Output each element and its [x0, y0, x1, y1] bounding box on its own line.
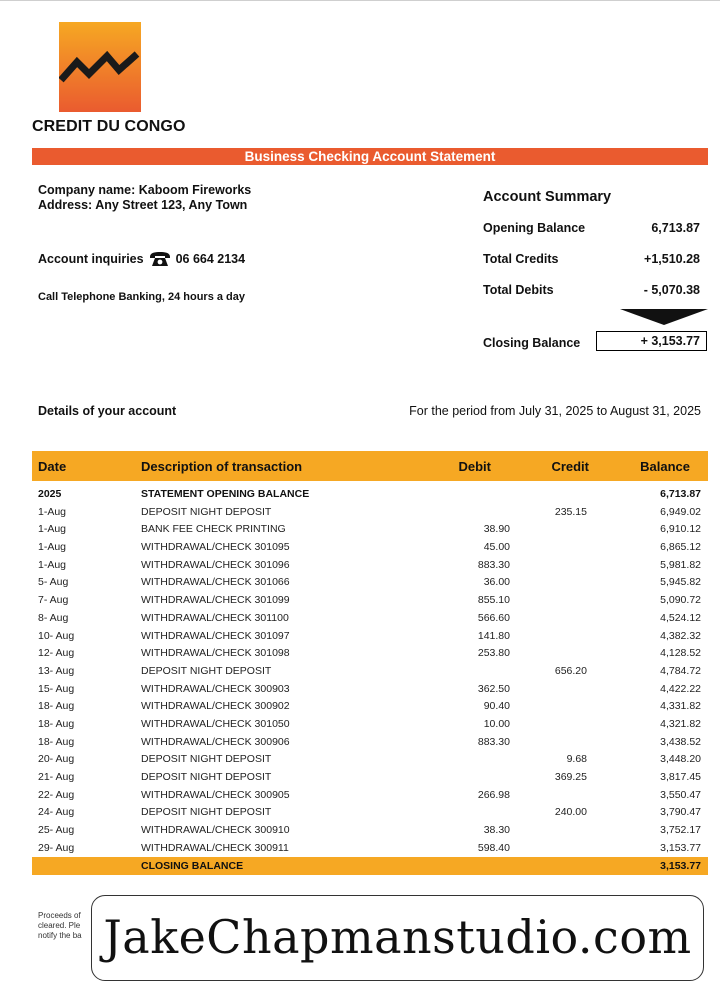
- cell-debit: 10.00: [483, 717, 510, 730]
- cell-balance: 3,448.20: [660, 753, 701, 766]
- cell-debit: 883.30: [477, 735, 510, 748]
- table-row: [32, 610, 708, 628]
- cell-debit: 362.50: [477, 682, 510, 695]
- table-row: [32, 822, 708, 840]
- bank-name: CREDIT DU CONGO: [32, 118, 186, 135]
- inquiries-label: Account inquiries: [38, 252, 144, 266]
- table-row: [32, 716, 708, 734]
- cell-description: WITHDRAWAL/CHECK 301100: [141, 611, 289, 624]
- table-row: [32, 769, 708, 787]
- cell-debit: 253.80: [477, 647, 510, 660]
- footer-note-line-3: notify the ba: [38, 931, 82, 940]
- cell-date: 8- Aug: [38, 611, 69, 624]
- table-row: [32, 840, 708, 858]
- opening-balance-value: 6,713.87: [651, 221, 700, 235]
- cell-debit: 141.80: [477, 629, 510, 642]
- table-row: [32, 681, 708, 699]
- cell-description: WITHDRAWAL/CHECK 301050: [141, 717, 290, 730]
- cell-debit: 36.00: [483, 576, 510, 589]
- cell-balance: 4,321.82: [660, 717, 701, 730]
- cell-description: WITHDRAWAL/CHECK 300906: [141, 735, 290, 748]
- page-top-rule: [0, 0, 720, 1]
- cell-balance: 6,910.12: [660, 523, 701, 536]
- total-credits-label: Total Credits: [483, 252, 559, 266]
- transactions-table-body: [32, 486, 708, 857]
- cell-debit: 90.40: [483, 700, 510, 713]
- cell-balance: 4,128.52: [660, 647, 701, 660]
- table-row: [32, 592, 708, 610]
- closing-balance-label: Closing Balance: [483, 336, 581, 350]
- table-row: [32, 539, 708, 557]
- cell-date: 18- Aug: [38, 735, 75, 748]
- cell-description: WITHDRAWAL/CHECK 300902: [141, 700, 290, 713]
- footer-note-line-2: cleared. Ple: [38, 921, 81, 930]
- table-row: [32, 574, 708, 592]
- cell-credit: 9.68: [566, 753, 587, 766]
- table-row: [32, 751, 708, 769]
- table-row: [32, 663, 708, 681]
- cell-description: WITHDRAWAL/CHECK 300911: [141, 841, 289, 854]
- table-row: [32, 698, 708, 716]
- header-description: Description of transaction: [141, 459, 303, 474]
- cell-date: 1-Aug: [38, 541, 67, 554]
- cell-balance: 3,817.45: [660, 771, 701, 783]
- opening-row: [32, 486, 708, 504]
- cell-balance: 3,550.47: [660, 788, 701, 801]
- statement-period: For the period from July 31, 2025 to August 31, 2025: [409, 404, 701, 418]
- cell-credit: 235.15: [554, 505, 587, 518]
- closing-row-balance: 3,153.77: [660, 860, 701, 872]
- total-debits-label: Total Debits: [483, 283, 554, 297]
- watermark-banner: JakeChapmanstudio.com: [91, 895, 704, 981]
- closing-balance-value: + 3,153.77: [596, 331, 707, 351]
- cell-balance: 4,422.22: [660, 682, 701, 695]
- cell-balance: 4,382.32: [660, 629, 701, 642]
- cell-description: DEPOSIT NIGHT DEPOSIT: [141, 664, 272, 677]
- cell-balance: 5,090.72: [660, 594, 701, 607]
- account-inquiries: [38, 251, 245, 267]
- transactions-table-header: [32, 451, 708, 481]
- footer-note-line-1: Proceeds of: [38, 911, 81, 920]
- cell-date: 5- Aug: [38, 576, 69, 589]
- cell-debit: 566.60: [477, 611, 510, 624]
- closing-row-label: CLOSING BALANCE: [141, 860, 244, 872]
- header-balance: Balance: [640, 459, 690, 474]
- cell-balance: 4,784.72: [660, 664, 701, 677]
- opening-balance-label: Opening Balance: [483, 221, 586, 235]
- cell-credit: 240.00: [554, 806, 587, 819]
- cell-description: STATEMENT OPENING BALANCE: [141, 488, 310, 500]
- cell-date: 29- Aug: [38, 841, 75, 854]
- table-row: [32, 504, 708, 522]
- cell-credit: 369.25: [554, 771, 587, 783]
- cell-date: 1-Aug: [38, 505, 67, 518]
- cell-description: WITHDRAWAL/CHECK 300905: [141, 788, 290, 801]
- total-debits-value: - 5,070.38: [643, 283, 700, 297]
- cell-description: DEPOSIT NIGHT DEPOSIT: [141, 806, 272, 819]
- cell-date: 15- Aug: [38, 682, 75, 695]
- telephone-banking-note: Call Telephone Banking, 24 hours a day: [38, 291, 246, 303]
- header-debit: Debit: [458, 459, 491, 474]
- statement-title: Business Checking Account Statement: [32, 148, 708, 165]
- cell-date: 12- Aug: [38, 647, 75, 660]
- cell-date: 1-Aug: [38, 558, 67, 571]
- cell-date: 2025: [38, 488, 62, 500]
- cell-balance: 3,153.77: [660, 841, 701, 854]
- cell-description: WITHDRAWAL/CHECK 301097: [141, 629, 290, 642]
- arrow-down-icon: [620, 307, 708, 325]
- header-date: Date: [38, 459, 67, 474]
- cell-date: 18- Aug: [38, 700, 75, 713]
- total-credits-value: +1,510.28: [644, 252, 700, 266]
- cell-debit: 38.90: [483, 523, 510, 536]
- cell-balance: 3,438.52: [660, 735, 701, 748]
- cell-date: 7- Aug: [38, 594, 69, 607]
- cell-date: 18- Aug: [38, 717, 75, 730]
- inquiries-phone[interactable]: 06 664 2134: [175, 252, 246, 266]
- cell-date: 1-Aug: [38, 523, 67, 536]
- cell-debit: 45.00: [483, 541, 510, 554]
- cell-description: WITHDRAWAL/CHECK 300910: [141, 824, 290, 837]
- table-row: [32, 557, 708, 575]
- cell-description: DEPOSIT NIGHT DEPOSIT: [141, 505, 272, 518]
- cell-balance: 4,331.82: [660, 700, 701, 713]
- logo-mark-icon: [59, 22, 141, 112]
- cell-description: WITHDRAWAL/CHECK 301099: [141, 594, 290, 607]
- cell-description: WITHDRAWAL/CHECK 301096: [141, 558, 290, 571]
- cell-balance: 4,524.12: [660, 611, 701, 624]
- cell-description: WITHDRAWAL/CHECK 301098: [141, 647, 290, 660]
- table-row: [32, 628, 708, 646]
- cell-description: WITHDRAWAL/CHECK 301066: [141, 576, 290, 589]
- cell-balance: 3,790.47: [660, 806, 701, 819]
- cell-description: DEPOSIT NIGHT DEPOSIT: [141, 753, 272, 766]
- cell-balance: 5,945.82: [660, 576, 701, 589]
- cell-balance: 5,981.82: [660, 558, 701, 571]
- cell-date: 25- Aug: [38, 824, 75, 837]
- table-row: [32, 787, 708, 805]
- cell-date: 10- Aug: [38, 629, 75, 642]
- cell-date: 13- Aug: [38, 664, 75, 677]
- table-row: [32, 521, 708, 539]
- cell-description: BANK FEE CHECK PRINTING: [141, 523, 286, 536]
- cell-debit: 598.40: [477, 841, 510, 854]
- cell-balance: 6,949.02: [660, 505, 701, 518]
- table-row: [32, 645, 708, 663]
- closing-balance-row: [32, 857, 708, 875]
- cell-balance: 6,865.12: [660, 541, 701, 554]
- cell-date: 24- Aug: [38, 806, 75, 819]
- cell-balance: 6,713.87: [660, 488, 701, 500]
- cell-description: DEPOSIT NIGHT DEPOSIT: [141, 771, 272, 783]
- header-credit: Credit: [551, 459, 589, 474]
- cell-debit: 855.10: [477, 594, 510, 607]
- table-row: [32, 734, 708, 752]
- cell-balance: 3,752.17: [660, 824, 701, 837]
- account-summary-title: Account Summary: [483, 189, 612, 205]
- cell-debit: 38.30: [483, 824, 510, 837]
- cell-description: WITHDRAWAL/CHECK 300903: [141, 682, 290, 695]
- details-label: Details of your account: [38, 404, 177, 418]
- table-row: [32, 804, 708, 822]
- cell-credit: 656.20: [554, 664, 587, 677]
- telephone-icon: [149, 251, 171, 267]
- cell-debit: 266.98: [477, 788, 510, 801]
- company-name: Company name: Kaboom Fireworks: [38, 183, 252, 197]
- cell-debit: 883.30: [477, 558, 510, 571]
- cell-date: 22- Aug: [38, 788, 75, 801]
- cell-date: 21- Aug: [38, 771, 75, 783]
- bank-logo: [59, 22, 141, 112]
- cell-date: 20- Aug: [38, 753, 75, 766]
- cell-description: WITHDRAWAL/CHECK 301095: [141, 541, 290, 554]
- company-address: Address: Any Street 123, Any Town: [38, 198, 248, 212]
